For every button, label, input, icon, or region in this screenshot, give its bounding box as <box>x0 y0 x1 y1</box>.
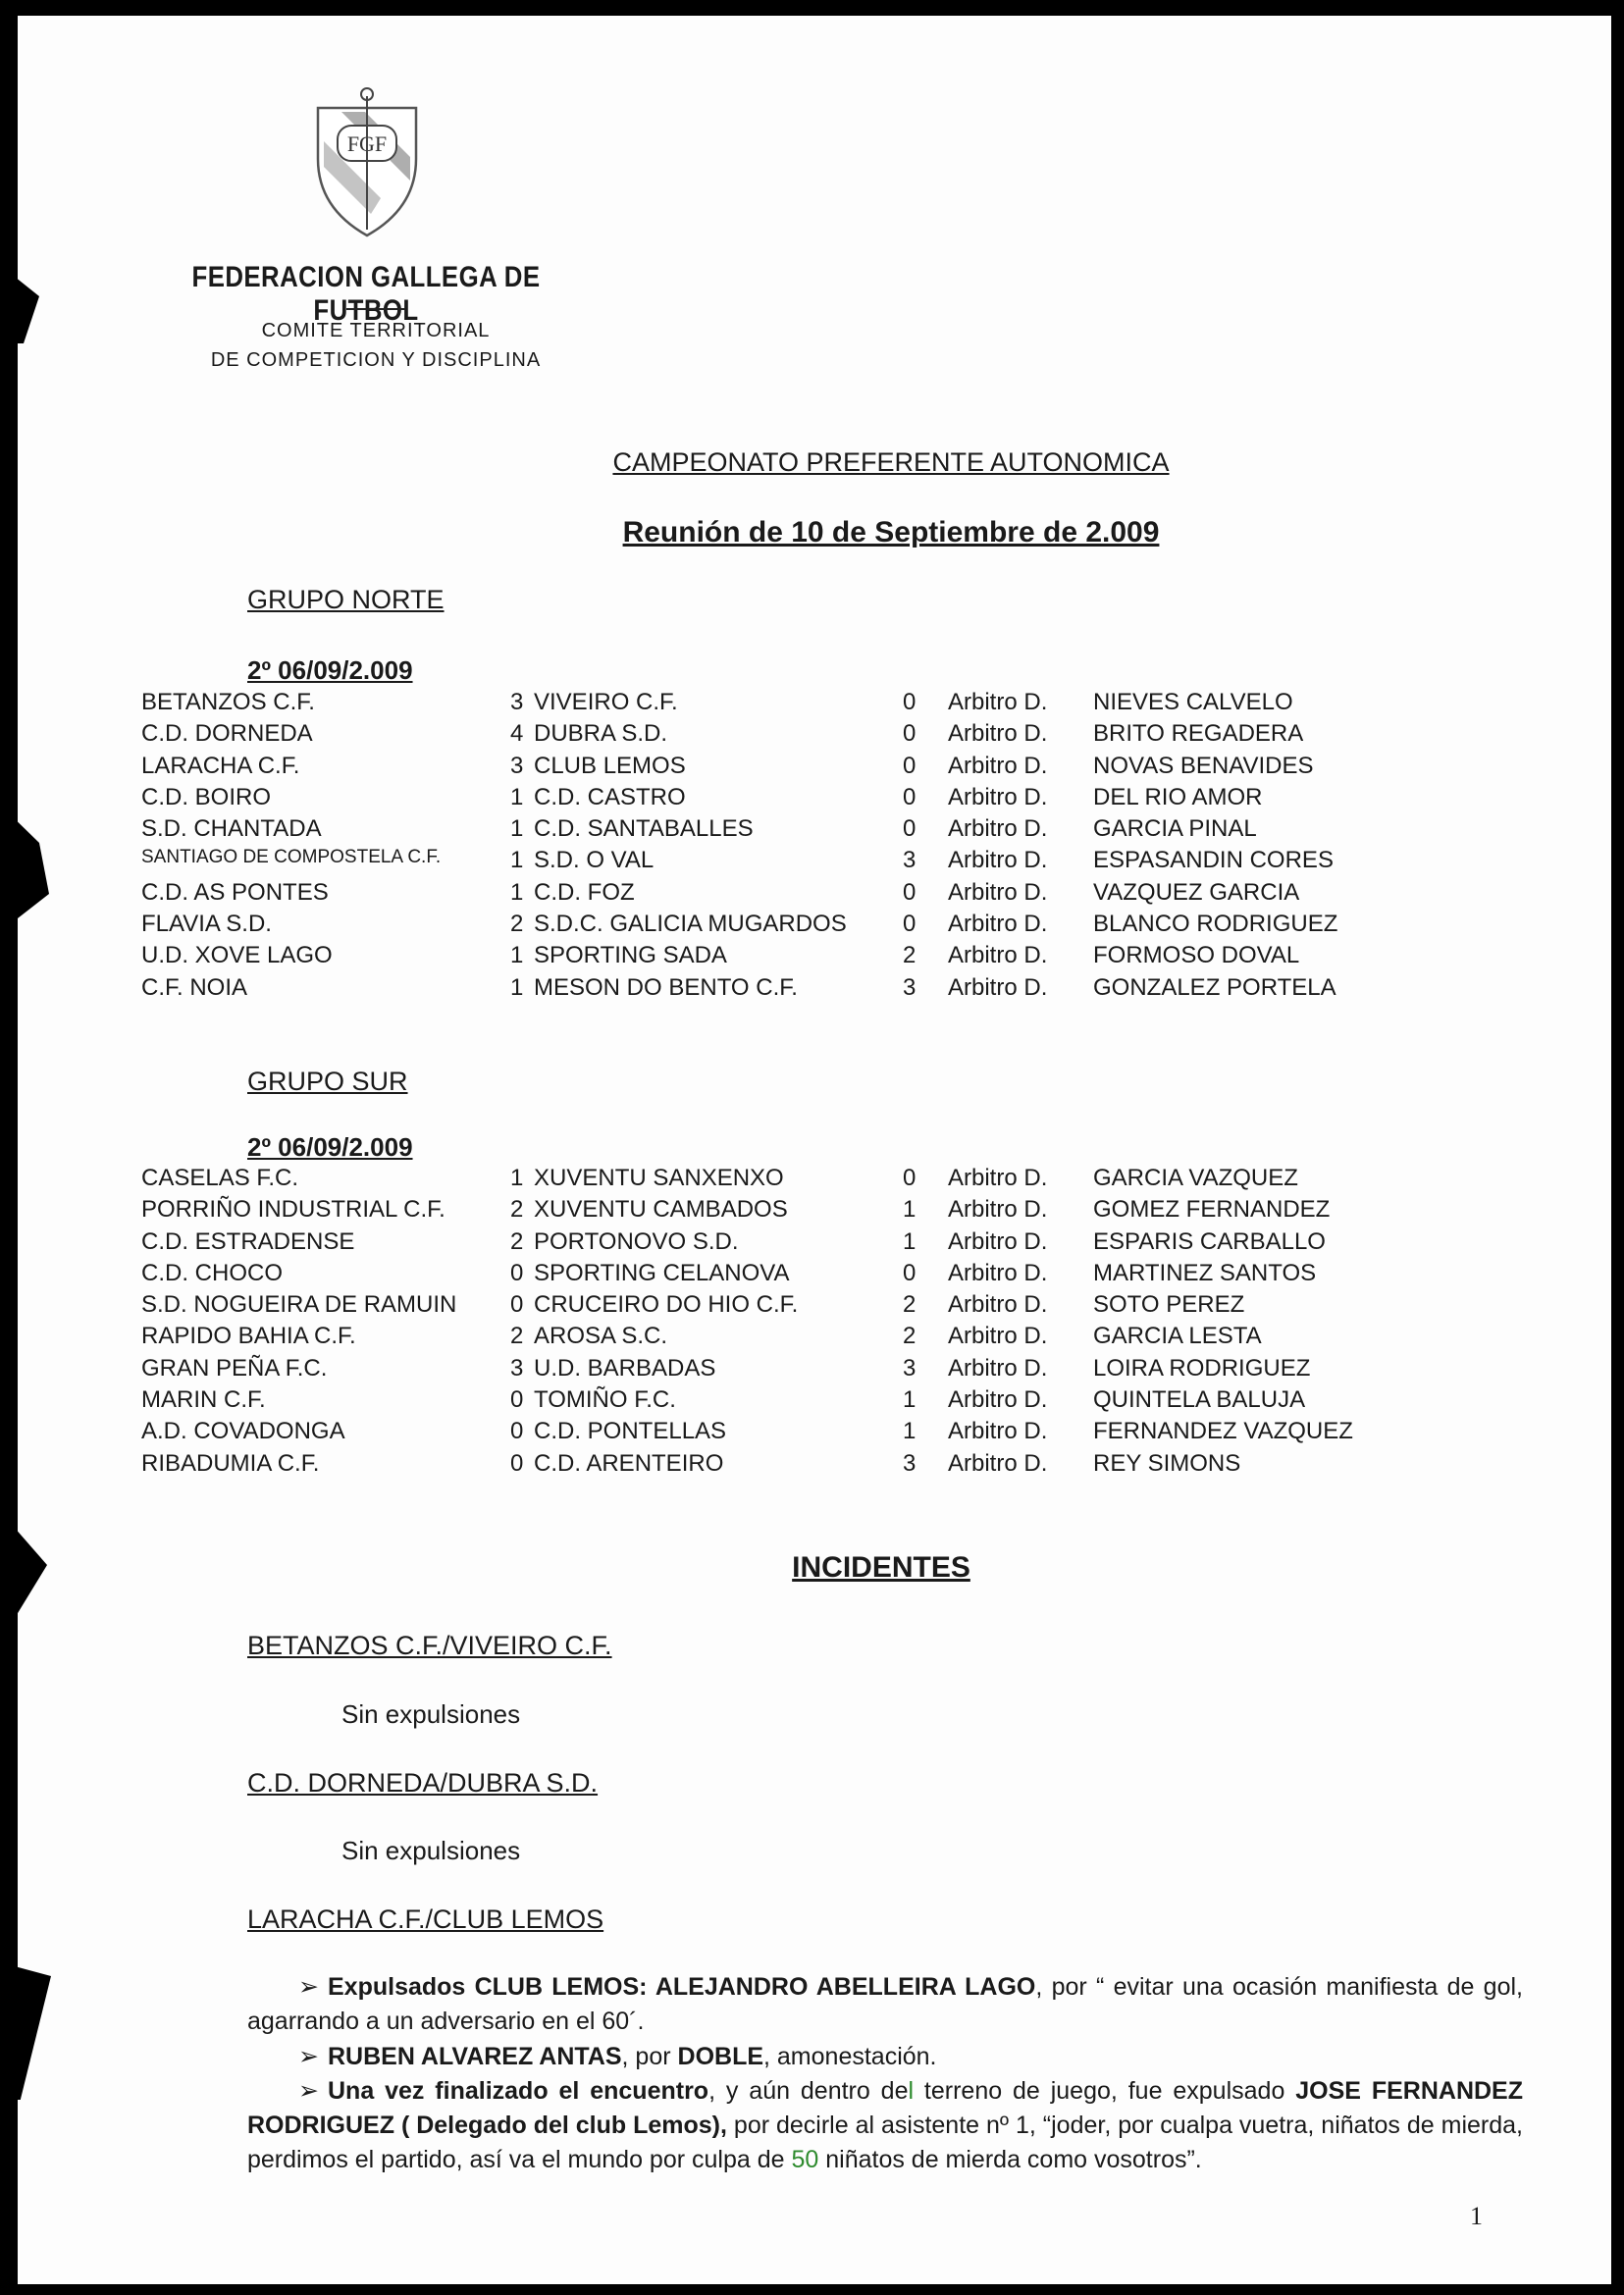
home-score: 2 <box>510 1196 524 1224</box>
home-score: 0 <box>510 1259 524 1286</box>
incident-paragraph-3 <box>247 2074 1523 2177</box>
home-team: C.D. ESTRADENSE <box>141 1227 355 1255</box>
referee-label: Arbitro D. <box>948 911 1048 938</box>
incident-note: Sin expulsiones <box>341 1836 521 1865</box>
referee-name: FERNANDEZ VAZQUEZ <box>1093 1418 1353 1445</box>
home-score: 4 <box>510 720 524 748</box>
group-heading-norte: GRUPO NORTE <box>247 585 445 614</box>
away-team: C.D. SANTABALLES <box>534 815 754 843</box>
match-row <box>141 1323 1417 1354</box>
referee-name: ESPARIS CARBALLO <box>1093 1227 1326 1255</box>
incidents-title: INCIDENTES <box>792 1551 970 1584</box>
bullet-arrow-icon: ➢ <box>298 1973 319 2001</box>
match-row <box>141 1260 1417 1291</box>
home-score: 1 <box>510 847 524 874</box>
away-team: PORTONOVO S.D. <box>534 1227 739 1255</box>
matchday-norte: 2º 06/09/2.009 <box>247 655 413 685</box>
home-team: MARIN C.F. <box>141 1386 266 1414</box>
away-score: 1 <box>903 1196 917 1224</box>
incident-text: , por “ evitar una ocasión manifiesta de gol, agarrando a un adversario en el 60´. <box>247 1973 1523 2035</box>
home-score: 1 <box>510 973 524 1001</box>
document-page <box>18 16 1611 2284</box>
away-score: 0 <box>903 815 917 843</box>
referee-label: Arbitro D. <box>948 1386 1048 1414</box>
away-score: 0 <box>903 720 917 748</box>
home-score: 2 <box>510 1227 524 1255</box>
away-score: 1 <box>903 1418 917 1445</box>
match-row <box>141 753 1417 784</box>
championship-title: CAMPEONATO PREFERENTE AUTONOMICA <box>612 447 1170 477</box>
match-row <box>141 942 1417 973</box>
results-table-norte <box>141 689 1417 1006</box>
page-number: 1 <box>1470 2202 1483 2230</box>
highlighted-text: l <box>908 2077 915 2105</box>
referee-label: Arbitro D. <box>948 847 1048 874</box>
referee-label: Arbitro D. <box>948 1449 1048 1477</box>
match-row <box>141 689 1417 720</box>
referee-name: DEL RIO AMOR <box>1093 783 1263 810</box>
bullet-arrow-icon: ➢ <box>298 2043 319 2070</box>
incident-text: , amonestación. <box>763 2043 937 2070</box>
match-row <box>141 879 1417 911</box>
away-score: 1 <box>903 1227 917 1255</box>
home-team: A.D. COVADONGA <box>141 1418 345 1445</box>
committee-line-1: COMITE TERRITORIAL <box>261 320 491 341</box>
away-team: C.D. PONTELLAS <box>534 1418 727 1445</box>
incident-text: , por <box>621 2043 678 2070</box>
meeting-date: Reunión de 10 de Septiembre de 2.009 <box>622 516 1160 548</box>
home-score: 3 <box>510 1354 524 1382</box>
away-team: C.D. ARENTEIRO <box>534 1449 724 1477</box>
home-team: C.D. DORNEDA <box>141 720 313 748</box>
expelled-player: RUBEN ALVAREZ ANTAS <box>328 2043 622 2070</box>
referee-name: GARCIA VAZQUEZ <box>1093 1165 1298 1191</box>
incident-paragraph-1 <box>247 1970 1523 2039</box>
home-team: BETANZOS C.F. <box>141 689 315 715</box>
referee-label: Arbitro D. <box>948 783 1048 810</box>
referee-name: NOVAS BENAVIDES <box>1093 752 1314 779</box>
match-row <box>141 1165 1417 1196</box>
home-team: CASELAS F.C. <box>141 1165 299 1191</box>
away-team: S.D.C. GALICIA MUGARDOS <box>534 911 847 938</box>
away-score: 2 <box>903 1323 917 1350</box>
away-score: 3 <box>903 973 917 1001</box>
away-score: 0 <box>903 878 917 906</box>
expelled-delegate: JOSE FERNANDEZ RODRIGUEZ ( Delegado del club Lemos), <box>247 2077 1523 2139</box>
away-team: CRUCEIRO DO HIO C.F. <box>534 1291 799 1319</box>
bullet-arrow-icon: ➢ <box>298 2077 319 2105</box>
referee-label: Arbitro D. <box>948 752 1048 779</box>
home-score: 1 <box>510 815 524 843</box>
referee-name: BLANCO RODRIGUEZ <box>1093 911 1338 938</box>
home-team: RAPIDO BAHIA C.F. <box>141 1323 356 1350</box>
home-team: RIBADUMIA C.F. <box>141 1449 320 1477</box>
home-team: PORRIÑO INDUSTRIAL C.F. <box>141 1196 445 1224</box>
incident-text: por decirle al asistente nº 1, “joder, por cualpa vuetra, niñatos de mierda, perdimos el partido, así va el mundo por culpa de <box>247 2112 1523 2173</box>
home-score: 1 <box>510 783 524 810</box>
referee-name: GARCIA PINAL <box>1093 815 1257 843</box>
away-score: 3 <box>903 1354 917 1382</box>
match-row <box>141 1291 1417 1323</box>
referee-name: REY SIMONS <box>1093 1449 1241 1477</box>
referee-name: QUINTELA BALUJA <box>1093 1386 1306 1414</box>
away-score: 3 <box>903 847 917 874</box>
header-divider <box>346 308 405 310</box>
match-row <box>141 815 1417 847</box>
home-score: 3 <box>510 752 524 779</box>
incident-text: , y aún dentro de <box>708 2077 909 2105</box>
away-score: 0 <box>903 1165 917 1191</box>
referee-name: GOMEZ FERNANDEZ <box>1093 1196 1331 1224</box>
away-score: 0 <box>903 783 917 810</box>
home-team: FLAVIA S.D. <box>141 911 272 938</box>
group-heading-sur: GRUPO SUR <box>247 1067 408 1096</box>
incident-note: Sin expulsiones <box>341 1699 521 1729</box>
home-score: 3 <box>510 689 524 715</box>
match-row <box>141 847 1417 878</box>
match-row <box>141 1196 1417 1227</box>
incident-reason: DOBLE <box>677 2043 764 2070</box>
home-score: 1 <box>510 942 524 969</box>
away-team: SPORTING SADA <box>534 942 727 969</box>
referee-label: Arbitro D. <box>948 689 1048 715</box>
home-team: C.D. BOIRO <box>141 783 272 810</box>
match-row <box>141 1228 1417 1260</box>
referee-label: Arbitro D. <box>948 973 1048 1001</box>
home-team: GRAN PEÑA F.C. <box>141 1354 328 1382</box>
incident-lead: Una vez finalizado el encuentro <box>328 2077 709 2105</box>
referee-name: GONZALEZ PORTELA <box>1093 973 1336 1001</box>
home-score: 1 <box>510 1165 524 1191</box>
referee-name: BRITO REGADERA <box>1093 720 1304 748</box>
match-row <box>141 720 1417 752</box>
expelled-player: Expulsados CLUB LEMOS: ALEJANDRO ABELLEIRA LAGO <box>328 1973 1036 2001</box>
home-score: 0 <box>510 1386 524 1414</box>
referee-label: Arbitro D. <box>948 1227 1048 1255</box>
match-row <box>141 1355 1417 1386</box>
home-team: C.D. CHOCO <box>141 1259 283 1286</box>
referee-label: Arbitro D. <box>948 1196 1048 1224</box>
away-team: XUVENTU CAMBADOS <box>534 1196 788 1224</box>
referee-name: GARCIA LESTA <box>1093 1323 1262 1350</box>
away-team: AROSA S.C. <box>534 1323 668 1350</box>
matchday-sur: 2º 06/09/2.009 <box>247 1132 413 1162</box>
away-team: CLUB LEMOS <box>534 752 686 779</box>
committee-line-2: DE COMPETICION Y DISCIPLINA <box>210 349 542 371</box>
referee-name: VAZQUEZ GARCIA <box>1093 878 1300 906</box>
referee-label: Arbitro D. <box>948 878 1048 906</box>
match-row <box>141 1386 1417 1418</box>
away-score: 0 <box>903 1259 917 1286</box>
away-team: DUBRA S.D. <box>534 720 668 748</box>
incident-heading: BETANZOS C.F./VIVEIRO C.F. <box>247 1631 612 1660</box>
away-team: C.D. FOZ <box>534 878 635 906</box>
away-team: XUVENTU SANXENXO <box>534 1165 784 1191</box>
home-team: LARACHA C.F. <box>141 752 300 779</box>
referee-label: Arbitro D. <box>948 1418 1048 1445</box>
home-score: 0 <box>510 1449 524 1477</box>
referee-label: Arbitro D. <box>948 1323 1048 1350</box>
away-team: TOMIÑO F.C. <box>534 1386 676 1414</box>
away-team: VIVEIRO C.F. <box>534 689 678 715</box>
incident-heading: C.D. DORNEDA/DUBRA S.D. <box>247 1768 599 1798</box>
home-score: 0 <box>510 1291 524 1319</box>
home-team: S.D. CHANTADA <box>141 815 322 843</box>
away-team: SPORTING CELANOVA <box>534 1259 790 1286</box>
federation-crest-icon <box>312 82 422 239</box>
away-team: S.D. O VAL <box>534 847 655 874</box>
referee-label: Arbitro D. <box>948 1259 1048 1286</box>
match-row <box>141 974 1417 1006</box>
federation-name: FEDERACION GALLEGA DE FUTBOL <box>191 261 541 327</box>
home-team: C.D. AS PONTES <box>141 878 329 906</box>
results-table-sur <box>141 1165 1417 1482</box>
highlighted-text: 50 <box>791 2146 819 2173</box>
match-row <box>141 1450 1417 1482</box>
away-score: 2 <box>903 1291 917 1319</box>
referee-label: Arbitro D. <box>948 1165 1048 1191</box>
referee-name: FORMOSO DOVAL <box>1093 942 1300 969</box>
incident-paragraph-2 <box>247 2040 1523 2074</box>
referee-label: Arbitro D. <box>948 815 1048 843</box>
home-score: 0 <box>510 1418 524 1445</box>
incident-text: terreno de juego, fue expulsado <box>914 2077 1296 2105</box>
home-team: S.D. NOGUEIRA DE RAMUIN <box>141 1291 457 1319</box>
match-row <box>141 1418 1417 1449</box>
home-score: 2 <box>510 1323 524 1350</box>
home-score: 1 <box>510 878 524 906</box>
away-score: 3 <box>903 1449 917 1477</box>
away-score: 0 <box>903 689 917 715</box>
away-score: 0 <box>903 911 917 938</box>
incident-text: niñatos de mierda como vosotros”. <box>818 2146 1202 2173</box>
away-score: 2 <box>903 942 917 969</box>
referee-label: Arbitro D. <box>948 942 1048 969</box>
home-team: C.F. NOIA <box>141 973 248 1001</box>
match-row <box>141 911 1417 942</box>
referee-label: Arbitro D. <box>948 720 1048 748</box>
referee-label: Arbitro D. <box>948 1291 1048 1319</box>
referee-label: Arbitro D. <box>948 1354 1048 1382</box>
referee-name: MARTINEZ SANTOS <box>1093 1259 1317 1286</box>
away-team: MESON DO BENTO C.F. <box>534 973 798 1001</box>
away-score: 0 <box>903 752 917 779</box>
home-team: SANTIAGO DE COMPOSTELA C.F. <box>141 847 442 868</box>
away-team: C.D. CASTRO <box>534 783 686 810</box>
svg-text:FGF: FGF <box>346 131 388 156</box>
referee-name: SOTO PEREZ <box>1093 1291 1245 1319</box>
home-team: U.D. XOVE LAGO <box>141 942 333 969</box>
away-score: 1 <box>903 1386 917 1414</box>
referee-name: LOIRA RODRIGUEZ <box>1093 1354 1311 1382</box>
referee-name: ESPASANDIN CORES <box>1093 847 1334 874</box>
incident-heading: LARACHA C.F./CLUB LEMOS <box>247 1904 604 1934</box>
match-row <box>141 784 1417 815</box>
away-team: U.D. BARBADAS <box>534 1354 716 1382</box>
referee-name: NIEVES CALVELO <box>1093 689 1293 715</box>
home-score: 2 <box>510 911 524 938</box>
